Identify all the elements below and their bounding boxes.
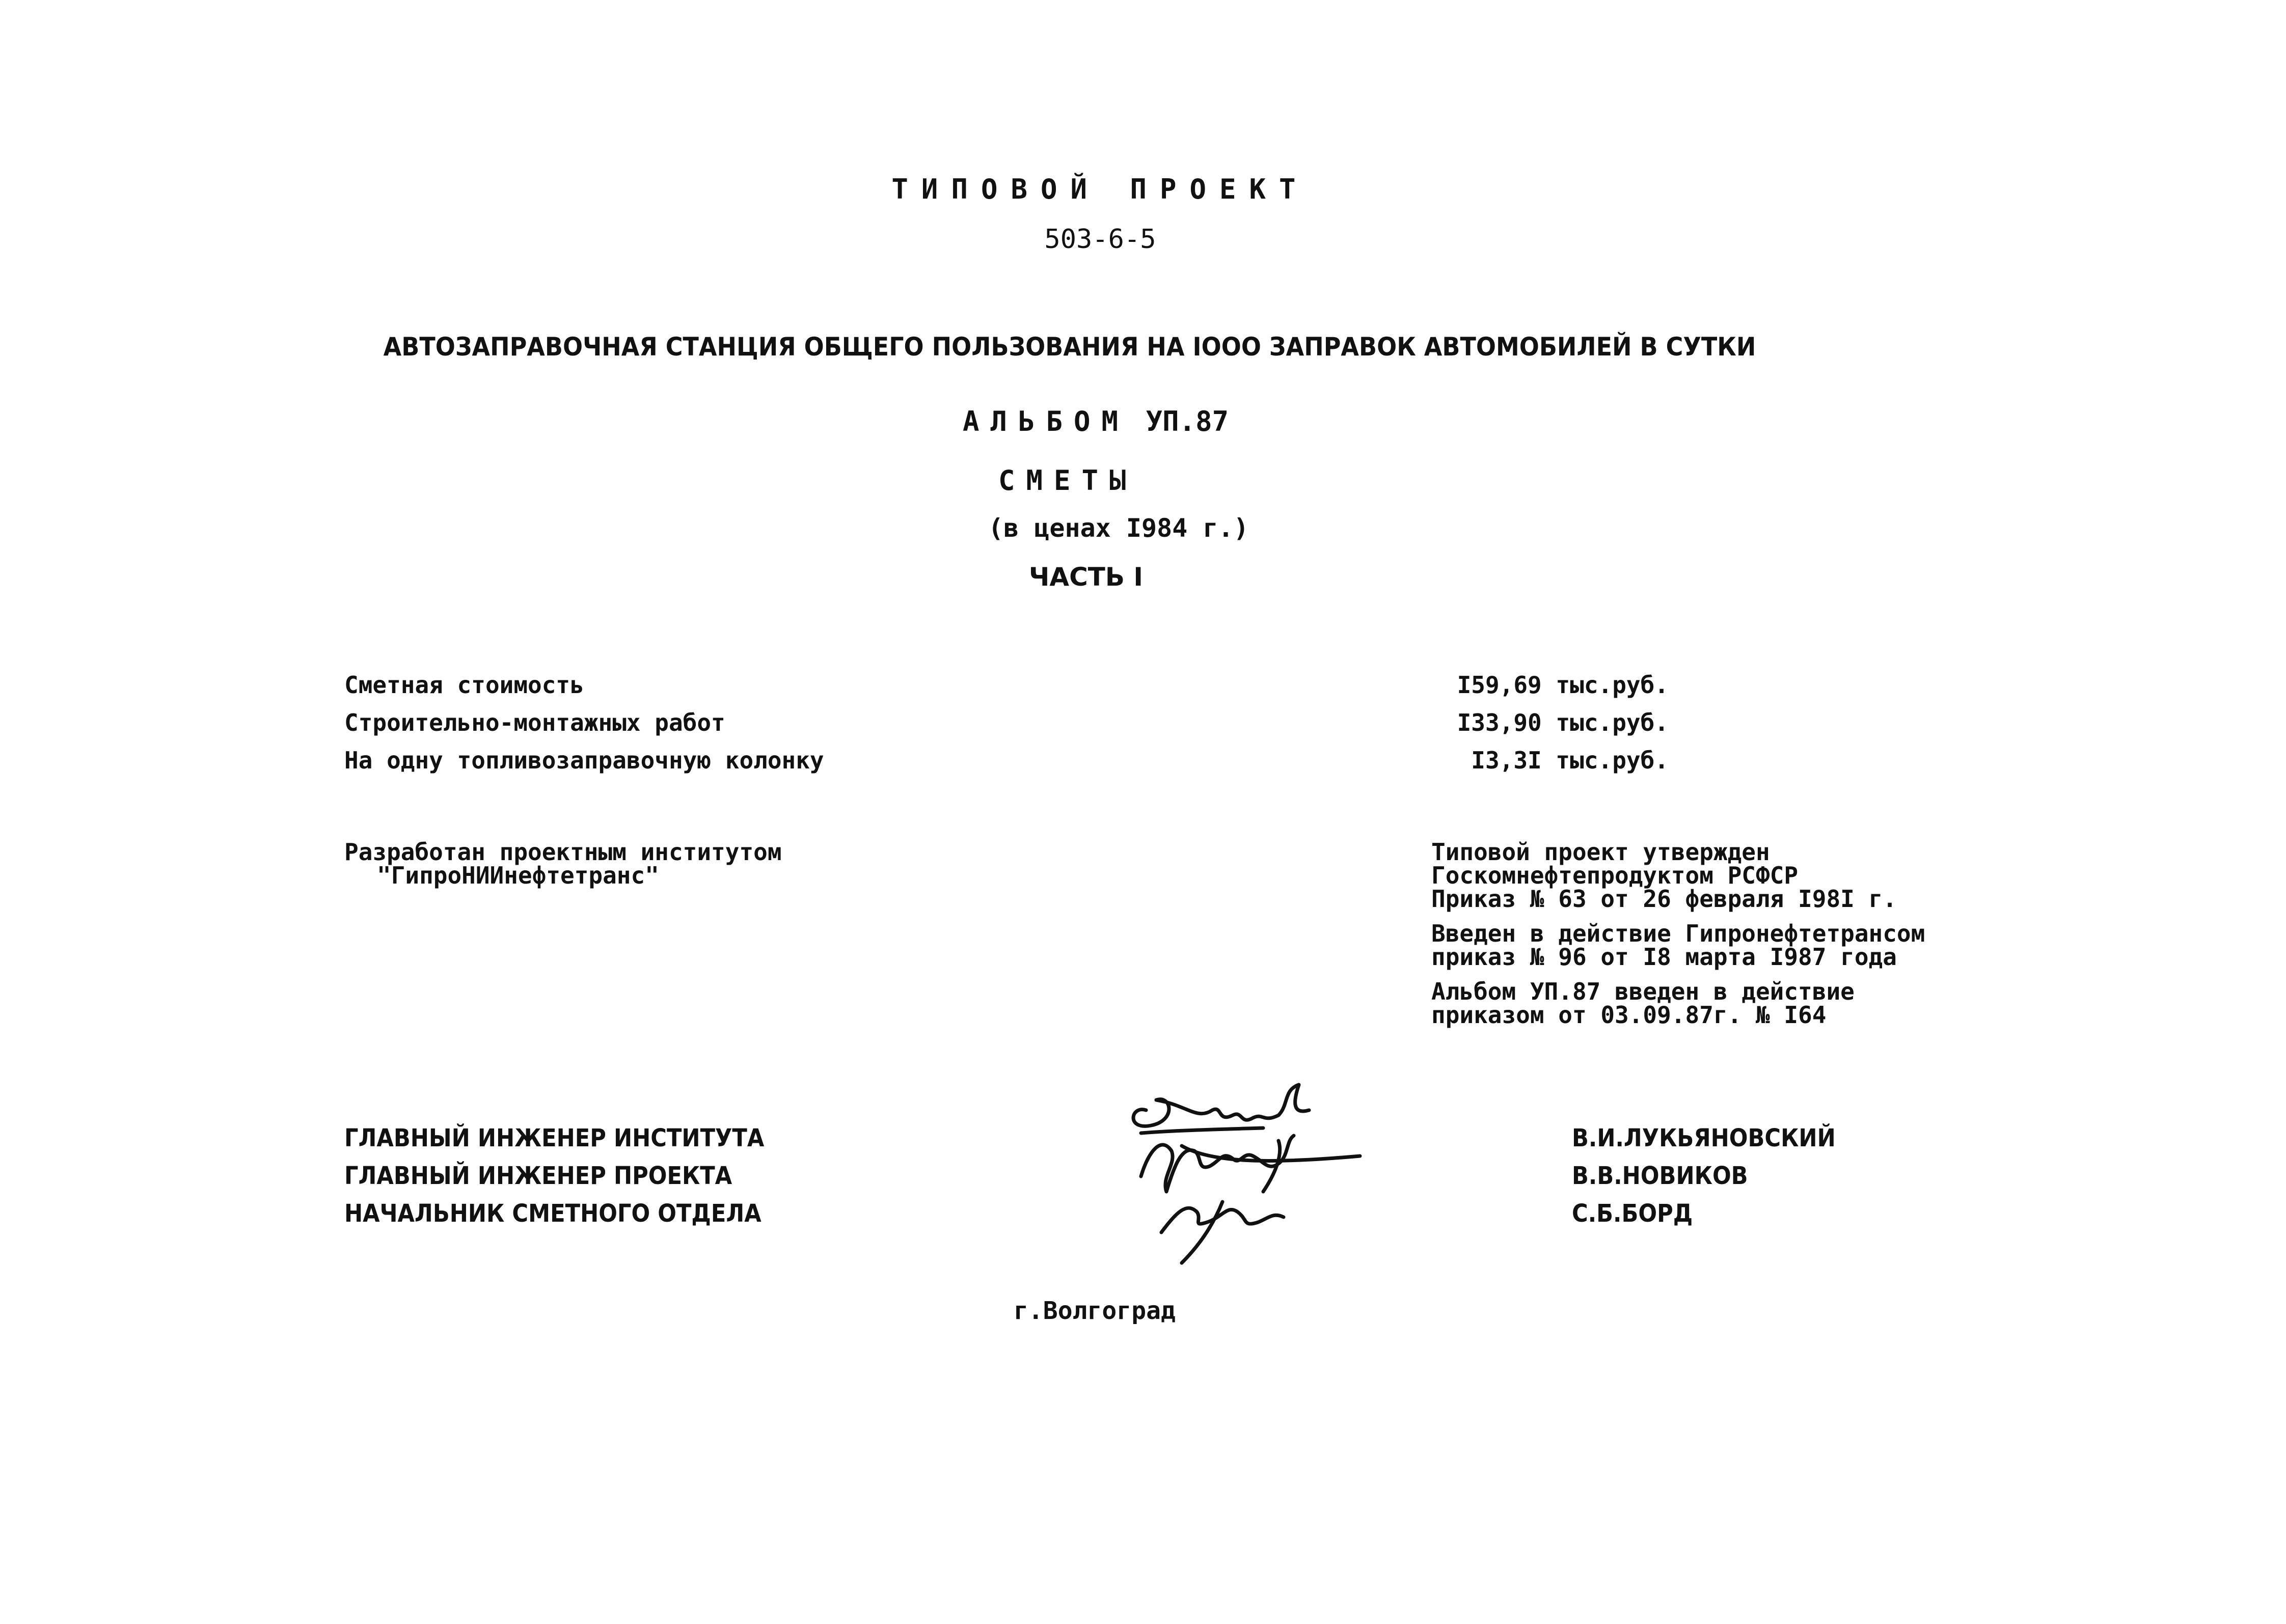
developer-line: Разработан проектным институтом <box>344 838 782 866</box>
cost-value: I3,3I тыс.руб. <box>1471 747 1669 774</box>
enactment-order <box>1431 922 1925 969</box>
cost-label: Сметная стоимость <box>344 671 584 699</box>
project-type-heading: ТИПОВОЙ ПРОЕКТ <box>891 173 1309 205</box>
signature-stroke <box>1141 1136 1294 1192</box>
approval-block <box>1431 840 1925 1038</box>
signer-names <box>1572 1119 1836 1232</box>
signature-stroke <box>1141 1128 1263 1133</box>
approval-line: Альбом УП.87 введен в действие <box>1431 978 1855 1005</box>
signer-name: С.Б.БОРД <box>1572 1199 1693 1228</box>
approval-line: приказом от 03.09.87г. № I64 <box>1431 1001 1827 1029</box>
signer-title: НАЧАЛЬНИК СМЕТНОГО ОТДЕЛА <box>344 1199 761 1228</box>
section-title: СМЕТЫ <box>998 464 1137 497</box>
album-label: АЛЬБОМ <box>963 405 1130 437</box>
signer-title: ГЛАВНЫЙ ИНЖЕНЕР ИНСТИТУТА <box>344 1124 765 1152</box>
approval-line: Приказ № 63 от 26 февраля I98I г. <box>1431 885 1897 913</box>
approval-line: Введен в действие Гипронефтетрансом <box>1431 920 1925 947</box>
approval-line: приказ № 96 от I8 марта I987 года <box>1431 943 1897 971</box>
cost-label: Строительно-монтажных работ <box>344 709 725 736</box>
album-code: УП.87 <box>1146 405 1229 437</box>
signer-name: В.И.ЛУКЬЯНОВСКИЙ <box>1572 1124 1836 1152</box>
cost-row <box>344 747 1669 784</box>
project-name: АВТОЗАПРАВОЧНАЯ СТАНЦИЯ ОБЩЕГО ПОЛЬЗОВАНИЯ НА IOOO ЗАПРАВОК АВТОМОБИЛЕЙ В СУТКИ <box>383 332 1756 362</box>
cost-value: I59,69 тыс.руб. <box>1457 671 1669 699</box>
approval-order <box>1431 840 1925 911</box>
signature-stroke <box>1182 1202 1222 1263</box>
signer-titles <box>344 1119 764 1232</box>
part-label: ЧАСТЬ I <box>1029 562 1144 592</box>
prices-note: (в ценах I984 г.) <box>988 513 1249 543</box>
cost-label: На одну топливозаправочную колонку <box>344 747 824 774</box>
cost-row <box>344 671 1669 709</box>
project-number: 503-6-5 <box>1044 224 1156 255</box>
album-enactment <box>1431 980 1925 1027</box>
signatures-graphic <box>1110 1075 1365 1268</box>
signer-name: В.В.НОВИКОВ <box>1572 1162 1748 1190</box>
developer-institute: "ГипроНИИнефтетранс" <box>377 862 659 889</box>
developer-block <box>344 840 782 887</box>
cost-value: I33,90 тыс.руб. <box>1457 709 1669 736</box>
cost-row <box>344 709 1669 747</box>
signature-stroke <box>1182 1146 1360 1161</box>
city-name: г.Волгоград <box>1014 1297 1176 1325</box>
approval-line: Типовой проект утвержден <box>1431 838 1770 866</box>
cost-list <box>344 671 1669 784</box>
signature-stroke <box>1133 1085 1309 1126</box>
signature-stroke <box>1161 1208 1284 1232</box>
signer-title: ГЛАВНЫЙ ИНЖЕНЕР ПРОЕКТА <box>344 1162 732 1190</box>
album-line <box>963 405 1229 437</box>
approval-line: Госкомнефтепродуктом РСФСР <box>1431 862 1799 889</box>
